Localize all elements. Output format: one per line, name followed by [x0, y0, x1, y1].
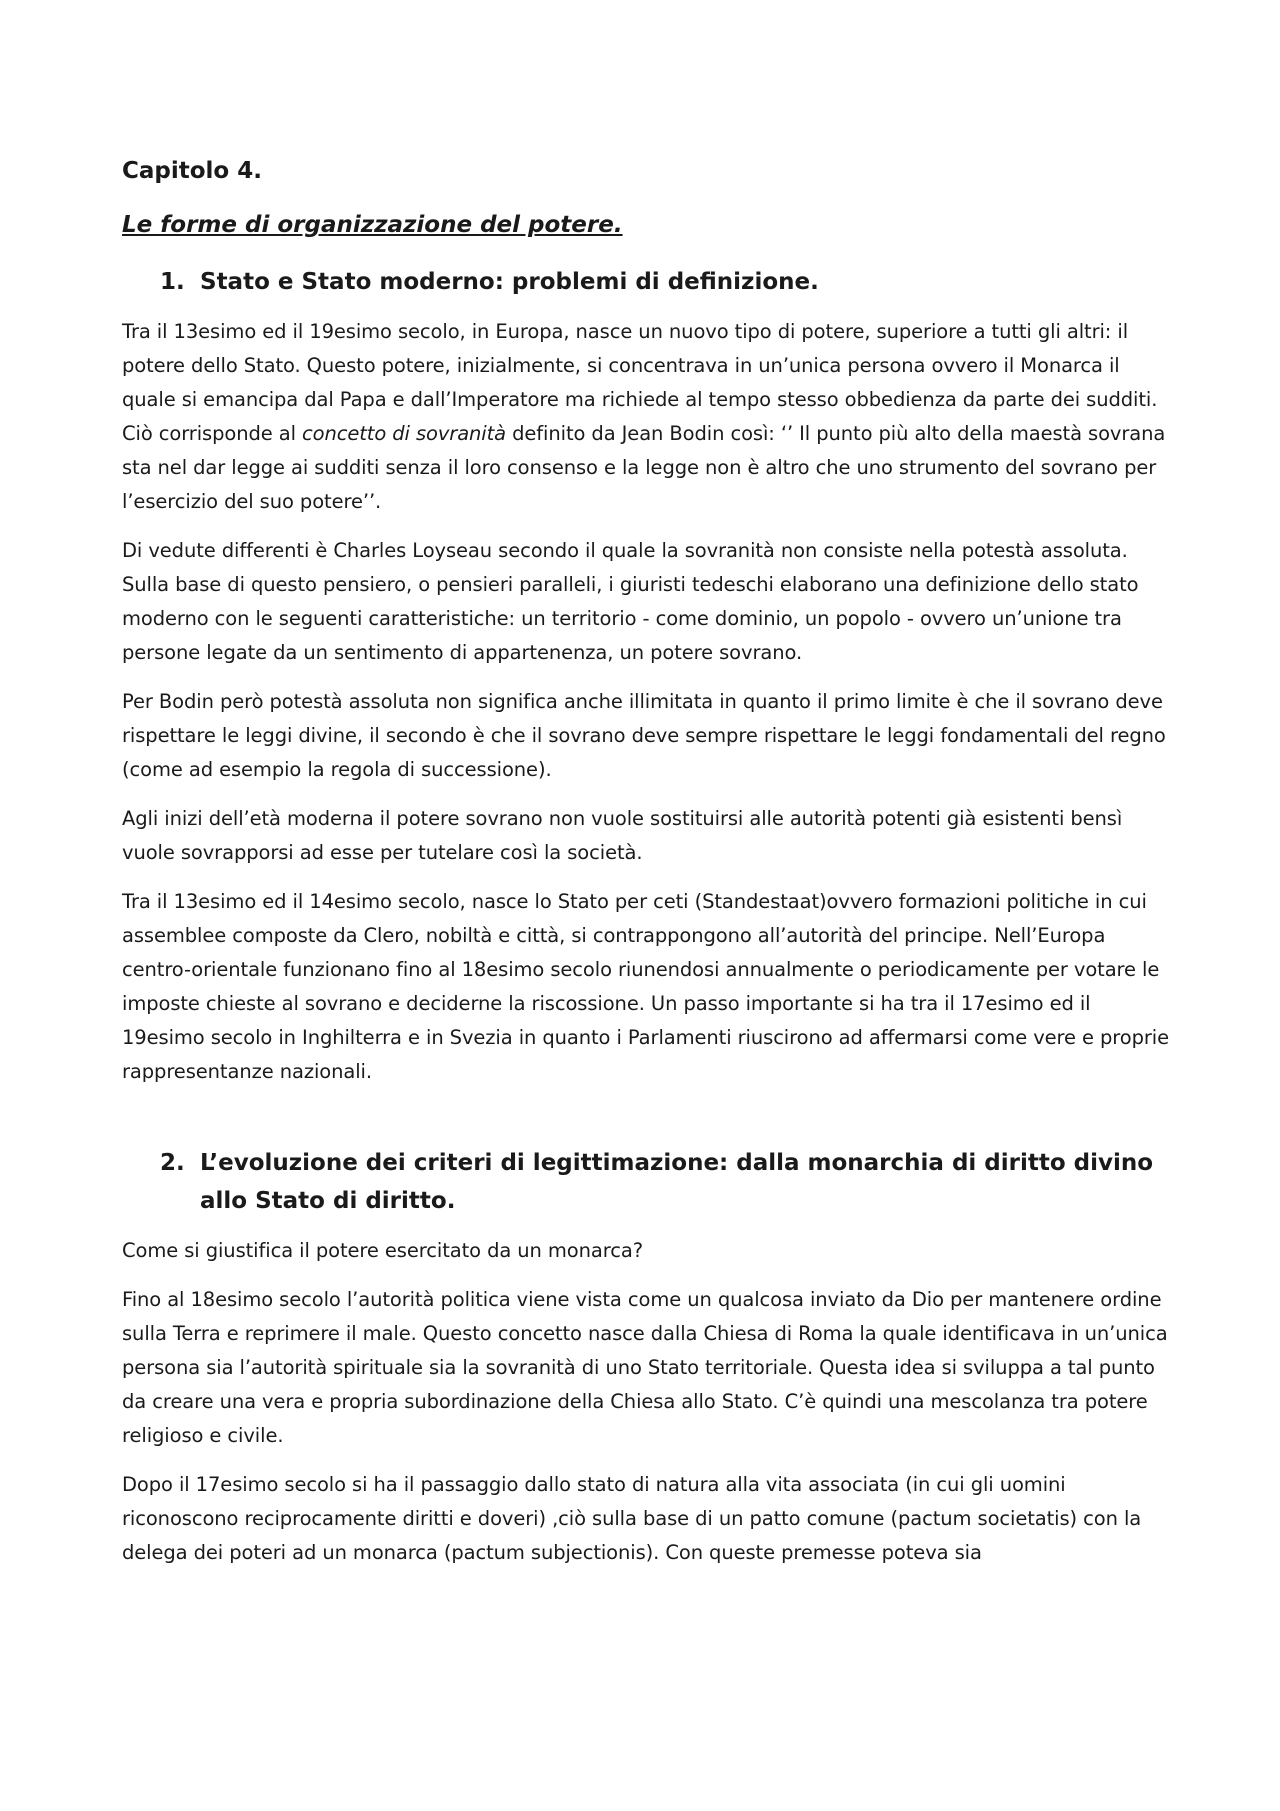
chapter-label: Capitolo 4.	[122, 158, 262, 184]
section-heading-2	[122, 1144, 1172, 1220]
section-spacer	[122, 1104, 1172, 1144]
section-title: Stato e Stato moderno: problemi di definizione.	[200, 269, 819, 295]
section-title: L’evoluzione dei criteri di legittimazione: dalla monarchia di diritto divino allo Stato di diritto.	[200, 1150, 1154, 1214]
section-number: 2.	[160, 1150, 185, 1176]
chapter-title: Le forme di organizzazione del potere.	[122, 212, 623, 238]
paragraph: Agli inizi dell’età moderna il potere sovrano non vuole sostituirsi alle autorità potenti già esistenti bensì vuole sovrapporsi ad esse per tutelare così la società.	[122, 807, 1123, 864]
section-number: 1.	[160, 269, 185, 295]
section-heading-1	[122, 263, 1172, 301]
paragraph: Di vedute differenti è Charles Loyseau secondo il quale la sovranità non consiste nella potestà assoluta. Sulla base di questo pensiero, o pensieri paralleli, i giuristi tedeschi elaborano una definizione dello stato moderno con le seguenti caratteristiche: un territorio - come dominio, un popolo - ovvero un’unione tra persone legate da un sentimento di appartenenza, un potere sovrano.	[122, 539, 1139, 664]
paragraph: Tra il 13esimo ed il 19esimo secolo, in Europa, nasce un nuovo tipo di potere, superiore a tutti gli altri: il potere dello Stato. Questo potere, inizialmente, si concentrava in un’unica persona ovvero il Monarca il quale si emancipa dal Papa e dall’Imperatore ma richiede al tempo stesso obbedienza da parte dei sudditi. Ciò corrisponde al concetto di sovranità definito da Jean Bodin così: ‘’ Il punto più alto della maestà sovrana sta nel dar legge ai sudditi senza il loro consenso e la legge non è altro che uno strumento del sovrano per l’esercizio del suo potere’’.	[122, 320, 1166, 513]
emphasis-term: concetto di sovranità	[302, 422, 507, 445]
paragraph: Per Bodin però potestà assoluta non significa anche illimitata in quanto il primo limite è che il sovrano deve rispettare le leggi divine, il secondo è che il sovrano deve sempre rispettare le leggi fondamentali del regno (come ad esempio la regola di successione).	[122, 690, 1166, 781]
document-page	[122, 155, 1172, 1585]
paragraph: Fino al 18esimo secolo l’autorità politica viene vista come un qualcosa inviato da Dio per mantenere ordine sulla Terra e reprimere il male. Questo concetto nasce dalla Chiesa di Roma la quale identificava in un’unica persona sia l’autorità spirituale sia la sovranità di uno Stato territoriale. Questa idea si sviluppa a tal punto da creare una vera e propria subordinazione della Chiesa allo Stato. C’è quindi una mescolanza tra potere religioso e civile.	[122, 1288, 1168, 1447]
paragraph: Come si giustifica il potere esercitato da un monarca?	[122, 1239, 643, 1262]
paragraph: Dopo il 17esimo secolo si ha il passaggio dallo stato di natura alla vita associata (in cui gli uomini riconoscono reciprocamente diritti e doveri) ,ciò sulla base di un patto comune (pactum societatis) con la delega dei poteri ad un monarca (pactum subjectionis). Con queste premesse poteva sia	[122, 1473, 1142, 1564]
paragraph: Tra il 13esimo ed il 14esimo secolo, nasce lo Stato per ceti (Standestaat)ovvero formazioni politiche in cui assemblee composte da Clero, nobiltà e città, si contrappongono all’autorità del principe. Nell’Europa centro-orientale funzionano fino al 18esimo secolo riunendosi annualmente o periodicamente per votare le imposte chieste al sovrano e deciderne la riscossione. Un passo importante si ha tra il 17esimo ed il 19esimo secolo in Inghilterra e in Svezia in quanto i Parlamenti riuscirono ad affermarsi come vere e proprie rappresentanze nazionali.	[122, 890, 1170, 1083]
